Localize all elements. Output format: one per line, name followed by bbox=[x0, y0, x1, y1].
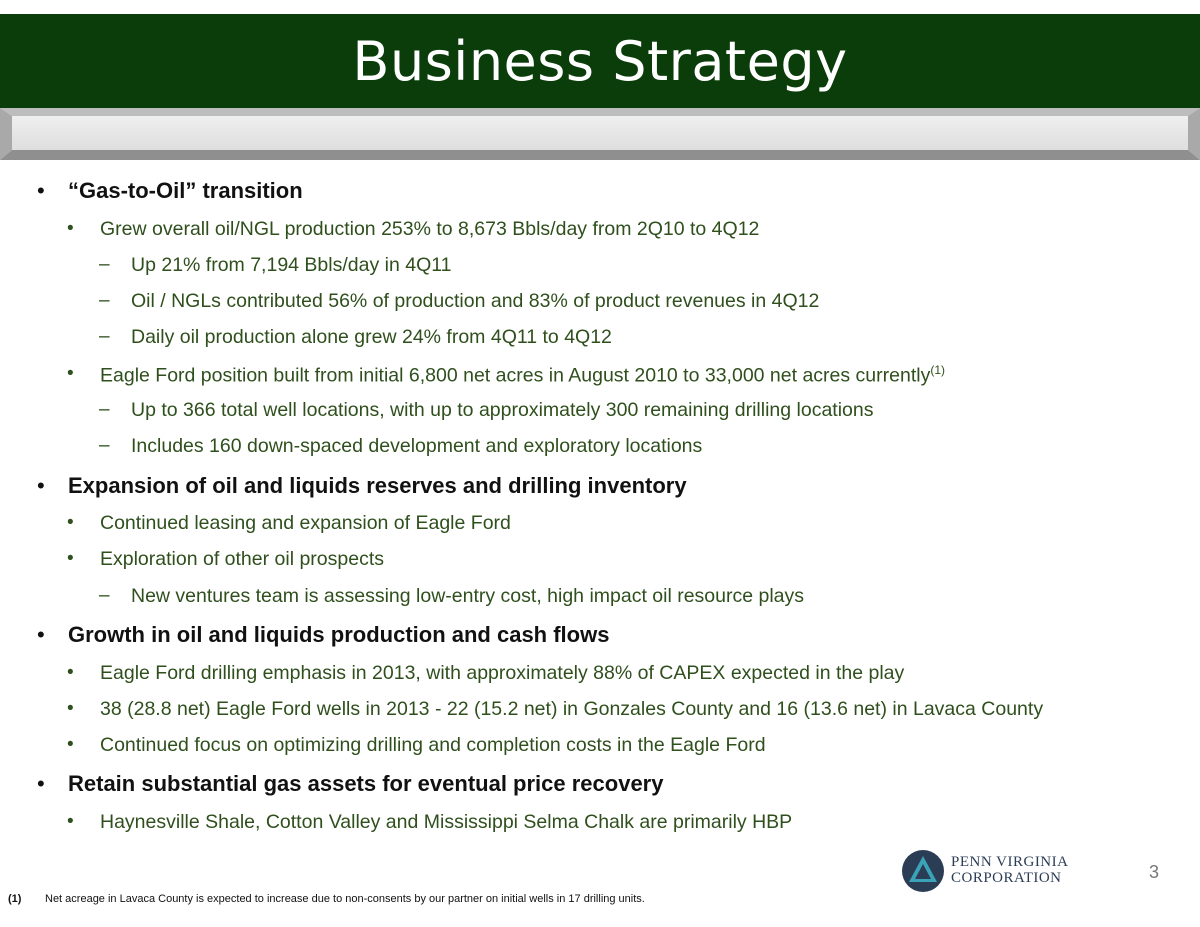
bullet-level1-expansion: Expansion of oil and liquids reserves and drilling inventory bbox=[68, 473, 687, 498]
bullet-level2-eagle-ford bbox=[100, 363, 945, 388]
bullet-level2: Grew overall oil/NGL production 253% to 8,673 Bbls/day from 2Q10 to 4Q12 bbox=[100, 218, 760, 240]
logo-text bbox=[951, 854, 1068, 886]
bullet-level3: Up 21% from 7,194 Bbls/day in 4Q11 bbox=[131, 254, 452, 276]
bullet-level2: 38 (28.8 net) Eagle Ford wells in 2013 - 22 (15.2 net) in Gonzales County and 16 (13.6 net) in Lavaca County bbox=[100, 698, 1044, 720]
bullet-level1-growth: Growth in oil and liquids production and cash flows bbox=[68, 622, 610, 647]
bevel-left-edge bbox=[0, 108, 12, 160]
bullet-level1-gas-to-oil: “Gas-to-Oil” transition bbox=[68, 178, 303, 203]
bullet-marker: • bbox=[67, 734, 74, 755]
bullet-level3: New ventures team is assessing low-entry cost, high impact oil resource plays bbox=[131, 585, 805, 607]
dash-marker: – bbox=[99, 585, 110, 606]
dash-marker: – bbox=[99, 435, 110, 456]
bullet-level2: Exploration of other oil prospects bbox=[100, 548, 384, 570]
bullet-marker: • bbox=[67, 698, 74, 719]
bullet-text: Eagle Ford position built from initial 6,800 net acres in August 2010 to 33,000 net acres currently bbox=[100, 364, 931, 387]
dash-marker: – bbox=[99, 254, 110, 275]
bullet-marker: • bbox=[37, 771, 45, 796]
logo-line2: CORPORATION bbox=[951, 870, 1062, 886]
bullet-marker: • bbox=[37, 178, 45, 203]
bullet-level2: Continued leasing and expansion of Eagle Ford bbox=[100, 512, 511, 534]
title-bar bbox=[0, 14, 1200, 108]
bullet-marker: • bbox=[67, 811, 74, 832]
bullet-marker: • bbox=[67, 363, 74, 384]
bullet-marker: • bbox=[37, 622, 45, 647]
bullet-level2: Eagle Ford drilling emphasis in 2013, with approximately 88% of CAPEX expected in the play bbox=[100, 662, 905, 684]
bullet-level2: Haynesville Shale, Cotton Valley and Mississippi Selma Chalk are primarily HBP bbox=[100, 811, 793, 833]
footnote-text: Net acreage in Lavaca County is expected to increase due to non-consents by our partner on initial wells in 17 drilling units. bbox=[45, 893, 645, 905]
bullet-marker: • bbox=[67, 548, 74, 569]
bullet-marker: • bbox=[67, 662, 74, 683]
bullet-level3: Daily oil production alone grew 24% from 4Q11 to 4Q12 bbox=[131, 326, 612, 348]
bullet-marker: • bbox=[37, 473, 45, 498]
bullet-marker: • bbox=[67, 512, 74, 533]
footnote-ref: (1) bbox=[930, 363, 945, 377]
bullet-level1-retain-gas: Retain substantial gas assets for eventual price recovery bbox=[68, 771, 664, 796]
bevel-top-edge bbox=[0, 108, 1200, 116]
bullet-marker: • bbox=[67, 218, 74, 239]
bullet-level3: Oil / NGLs contributed 56% of production and 83% of product revenues in 4Q12 bbox=[131, 290, 820, 312]
bullet-level3: Up to 366 total well locations, with up to approximately 300 remaining drilling locations bbox=[131, 399, 874, 421]
logo-line1: PENN VIRGINIA bbox=[951, 854, 1069, 870]
dash-marker: – bbox=[99, 290, 110, 311]
company-logo bbox=[901, 849, 1081, 895]
bullet-level3: Includes 160 down-spaced development and exploratory locations bbox=[131, 435, 703, 457]
dash-marker: – bbox=[99, 326, 110, 347]
dash-marker: – bbox=[99, 399, 110, 420]
logo-mark-icon bbox=[901, 849, 945, 893]
page-title: Business Strategy bbox=[352, 29, 848, 93]
page-number: 3 bbox=[1149, 862, 1160, 882]
footnote-number: (1) bbox=[8, 893, 22, 905]
bevel-bottom-edge bbox=[0, 150, 1200, 160]
bullet-level2: Continued focus on optimizing drilling and completion costs in the Eagle Ford bbox=[100, 734, 766, 756]
bevel-right-edge bbox=[1188, 108, 1200, 160]
